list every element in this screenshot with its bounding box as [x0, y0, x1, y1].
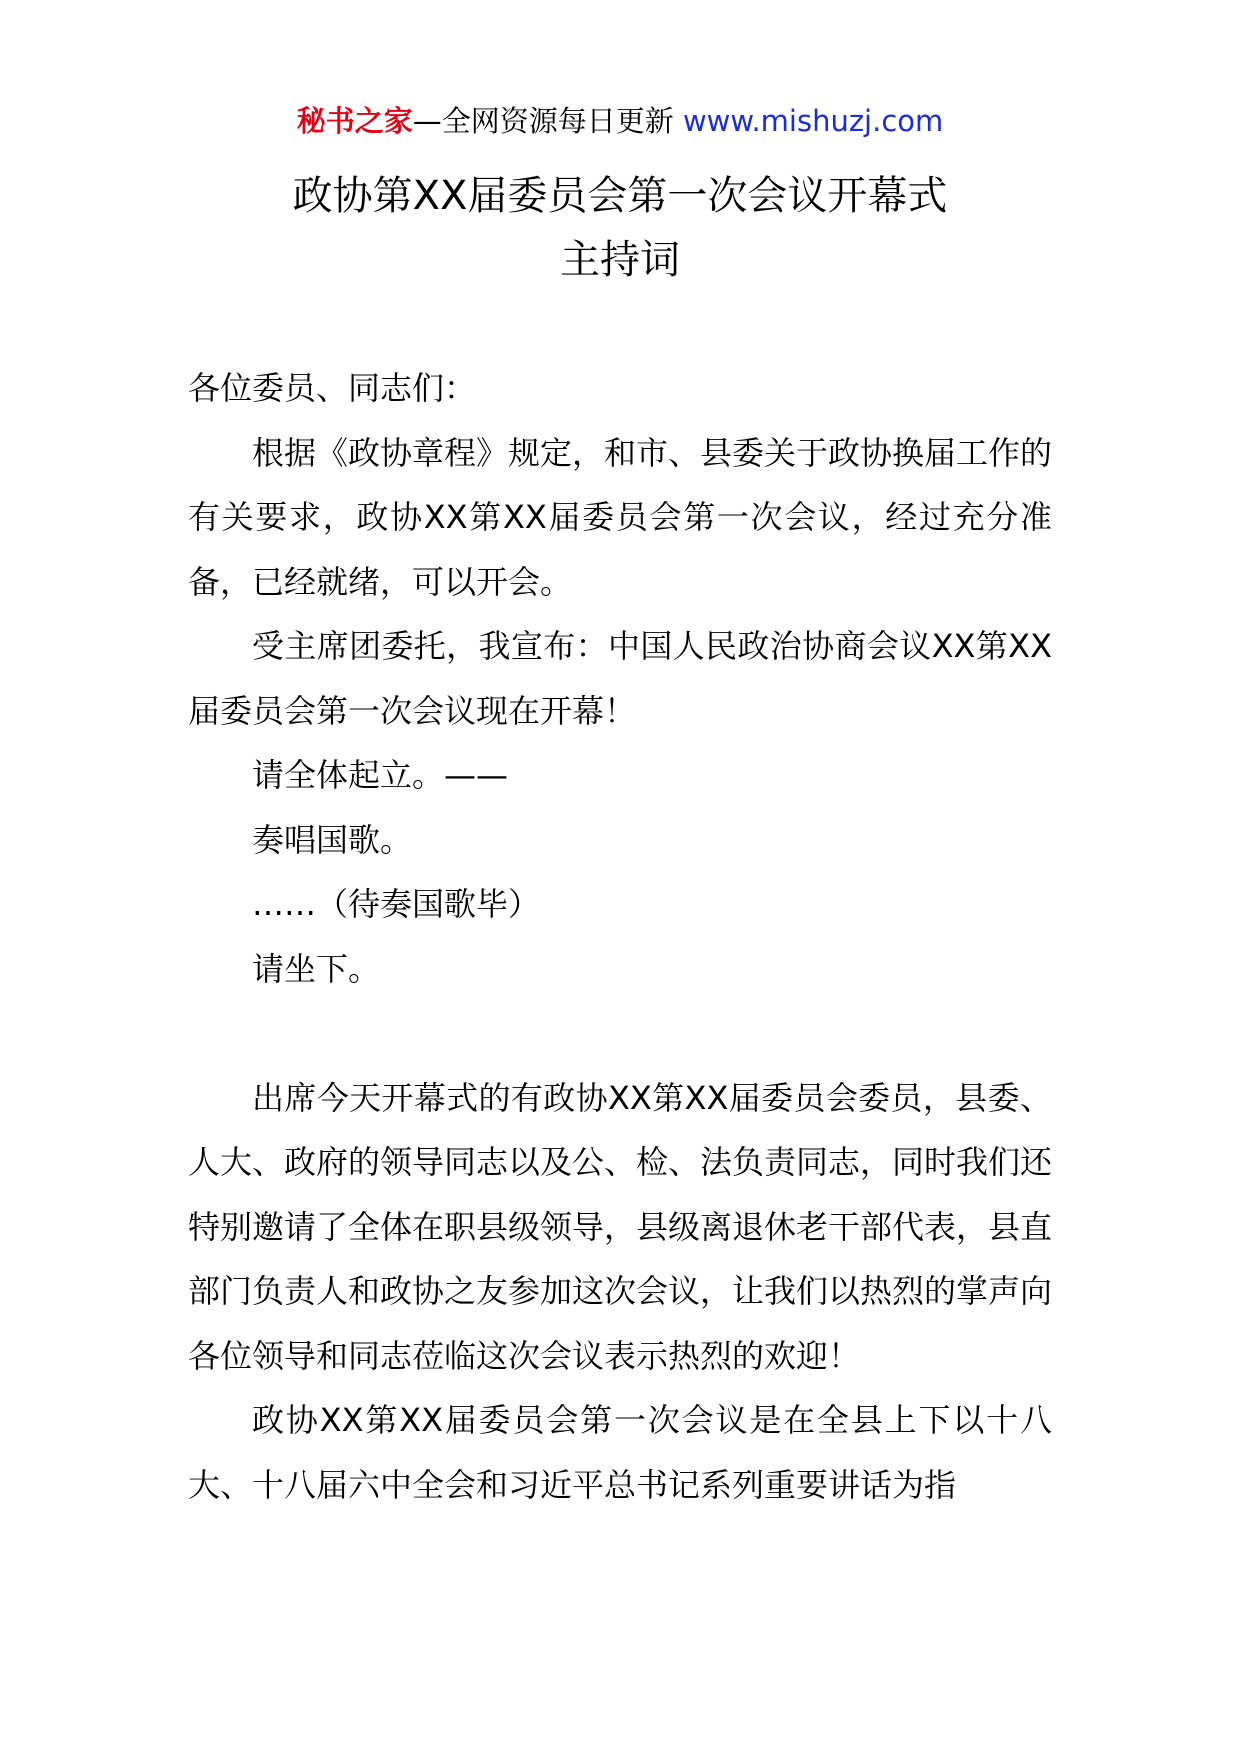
document-title	[0, 164, 1240, 292]
site-url-link[interactable]: www.mishuzj.com	[682, 104, 944, 138]
paragraph: 请坐下。	[252, 949, 381, 988]
paragraph: 请全体起立。——	[252, 756, 509, 794]
paragraph: ……（待奏国歌毕）	[252, 885, 541, 923]
paragraph: 根据《政协章程》规定，和市、县委关于政协换届工作的有关要求，政协XX第XX届委员会第一次会议，经过充分准备，已经就绪，可以开会。	[188, 433, 1053, 601]
paragraph: 政协XX第XX届委员会第一次会议是在全县上下以十八大、十八届六中全会和习近平总书记系列重要讲话为指	[188, 1401, 1052, 1504]
title-line-2: 主持词	[560, 237, 680, 283]
paragraph: 出席今天开幕式的有政协XX第XX届委员会委员，县委、人大、政府的领导同志以及公、检、法负责同志，同时我们还特别邀请了全体在职县级领导，县级离退休老干部代表，县直部门负责人和政协之友参加这次会议，让我们以热烈的掌声向各位领导和同志莅临这次会议表示热烈的欢迎！	[188, 1078, 1053, 1375]
tagline: —全网资源每日更新	[412, 104, 674, 138]
salutation: 各位委员、同志们：	[188, 369, 477, 407]
blank-line	[188, 1001, 1052, 1066]
paragraph: 受主席团委托，我宣布：中国人民政治协商会议XX第XX届委员会第一次会议现在开幕！	[188, 627, 1052, 730]
brand-name: 秘书之家	[296, 104, 413, 138]
paragraph: 奏唱国歌。	[252, 820, 413, 859]
title-line-1: 政协第XX届委员会第一次会议开幕式	[292, 173, 948, 219]
document-body	[188, 356, 1052, 1517]
site-header	[0, 101, 1240, 141]
